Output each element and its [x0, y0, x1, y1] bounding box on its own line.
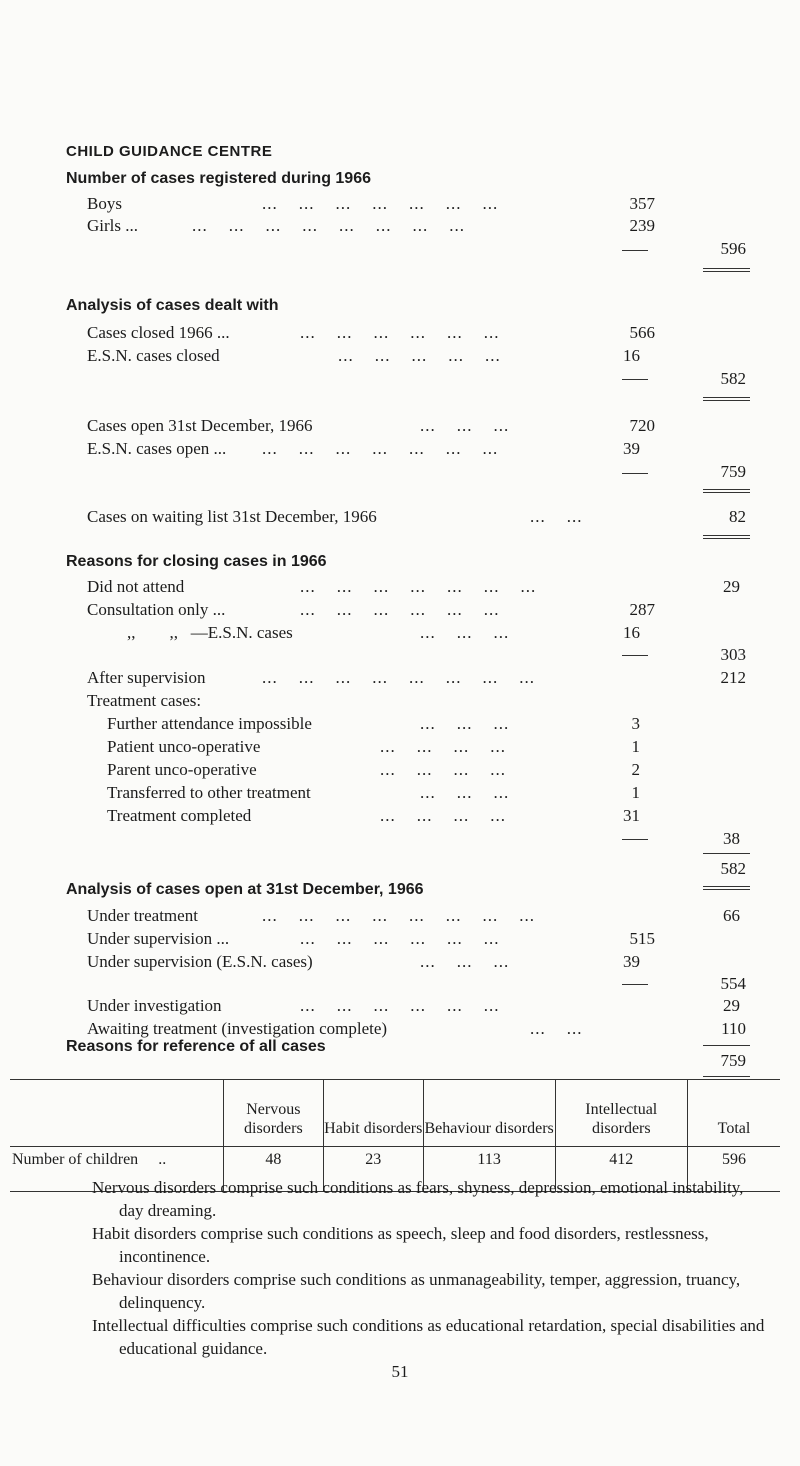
row-value: 31: [623, 806, 640, 825]
row-value: 515: [629, 929, 655, 948]
row-girls: [0, 214, 800, 238]
table-header-row: [10, 1080, 780, 1147]
column-header: Habit disorders: [323, 1080, 423, 1147]
leader-dots: ... ... ... ... ... ...: [300, 600, 500, 619]
note-habit: Habit disorders comprise such conditions as speech, sleep and food disorders, restlessness, incontinence.: [92, 1224, 709, 1266]
total-value: 759: [720, 462, 746, 481]
row-value: 39: [623, 952, 640, 971]
note-behaviour: Behaviour disorders comprise such conditions as unmanageability, temper, aggression, truancy, delinquency.: [92, 1270, 741, 1312]
row-under-treatment: [0, 904, 800, 928]
row-supervision-total: [0, 972, 800, 996]
leader-dots: ... ... ...: [420, 416, 510, 435]
rule-double: [703, 489, 750, 493]
row-total-open: [0, 460, 800, 484]
row-label: Cases closed 1966 ...: [87, 323, 230, 342]
row-header-label: Number of children: [12, 1151, 139, 1168]
row-total-registered: [0, 237, 800, 261]
row-value: 212: [720, 668, 746, 687]
row-value: 2: [631, 760, 640, 779]
row-value: 66: [723, 906, 740, 925]
row-label: ,, ,, —E.S.N. cases: [127, 623, 293, 642]
row-waiting-list: [0, 505, 800, 529]
row-label: Boys: [87, 194, 122, 213]
rule-double: [703, 268, 750, 272]
row-value: 1: [631, 783, 640, 802]
column-header: Nervous disorders: [223, 1080, 323, 1147]
row-value: 82: [729, 507, 746, 526]
row-header-dots: ..: [158, 1151, 167, 1168]
row-total-dealt: [0, 367, 800, 391]
table-cell: 412: [555, 1147, 687, 1192]
rule-double: [703, 535, 750, 539]
row-label: Patient unco-operative: [107, 737, 261, 756]
row-label: E.S.N. cases closed: [87, 346, 220, 365]
row-value: 1: [631, 737, 640, 756]
total-value: 554: [720, 974, 746, 993]
row-treatment-label: [0, 689, 800, 713]
leader-dots: ... ... ... ...: [380, 760, 506, 779]
leader-dots: ... ... ... ... ... ...: [300, 929, 500, 948]
leader-dots: ... ... ...: [420, 714, 510, 733]
row-under-investigation: [0, 994, 800, 1018]
row-treatment-total: [0, 827, 800, 851]
row-label: Parent unco-operative: [107, 760, 257, 779]
row-cases-closed: [0, 321, 800, 345]
total-value: 582: [720, 369, 746, 388]
row-label: Treatment cases:: [87, 691, 202, 710]
row-value: 3: [631, 714, 640, 733]
table-cell: 48: [223, 1147, 323, 1192]
row-value: 29: [723, 577, 740, 596]
row-consultation-esn: [0, 621, 800, 645]
row-label: After supervision: [87, 668, 206, 687]
leader-dots: ... ... ... ... ... ... ... ...: [192, 216, 465, 235]
page-number: 51: [391, 1362, 409, 1381]
table-cell: 23: [323, 1147, 423, 1192]
row-value: 357: [629, 194, 655, 213]
row-after-supervision: [0, 666, 800, 690]
rule-single: [703, 1045, 750, 1046]
row-consultation-total: [0, 643, 800, 667]
row-label: Transferred to other treatment: [107, 783, 311, 802]
row-label: Cases open 31st December, 1966: [87, 416, 313, 435]
row-value: 16: [623, 346, 640, 365]
leader-dots: ... ... ... ... ...: [338, 346, 501, 365]
row-value: 39: [623, 439, 640, 458]
heading-open: Analysis of cases open at 31st December, 1966: [66, 881, 424, 898]
row-boys: [0, 192, 800, 216]
leader-dots: ... ... ... ... ... ... ... ...: [262, 906, 535, 925]
note-nervous: Nervous disorders comprise such conditions as fears, shyness, depression, emotional instability, day dreaming.: [92, 1178, 744, 1220]
total-value: 582: [720, 859, 746, 878]
row-label: Cases on waiting list 31st December, 1966: [87, 507, 377, 526]
total-value: 759: [720, 1051, 746, 1070]
row-label: Under treatment: [87, 906, 198, 925]
leader-dots: ... ...: [530, 507, 583, 526]
leader-dots: ... ... ...: [420, 952, 510, 971]
leader-dots: ... ... ... ... ... ... ... ...: [262, 668, 535, 687]
row-label: Girls ...: [87, 216, 138, 235]
rule-double: [703, 886, 750, 890]
row-label: Did not attend: [87, 577, 185, 596]
note-intellectual: Intellectual difficulties comprise such conditions as educational retardation, special disabilities and educational guidance.: [92, 1316, 765, 1358]
row-label: E.S.N. cases open ...: [87, 439, 227, 458]
row-label: Awaiting treatment (investigation complete): [87, 1019, 388, 1038]
row-consultation: [0, 598, 800, 622]
heading-registered: Number of cases registered during 1966: [66, 170, 371, 187]
page-title: CHILD GUIDANCE CENTRE: [66, 143, 273, 160]
row-cases-open: [0, 414, 800, 438]
row-value: 239: [629, 216, 655, 235]
table-cell: 113: [423, 1147, 555, 1192]
total-value: 38: [723, 829, 740, 848]
row-label: Under supervision (E.S.N. cases): [87, 952, 313, 971]
rule-single: [703, 853, 750, 854]
leader-dots: ... ...: [530, 1019, 583, 1038]
row-label: Treatment completed: [107, 806, 252, 825]
row-value: 566: [629, 323, 655, 342]
leader-dots: ... ... ... ... ... ... ...: [300, 577, 537, 596]
row-value: 110: [721, 1019, 746, 1038]
notes: [92, 1176, 772, 1360]
column-header: Intellectual disorders: [555, 1080, 687, 1147]
column-header: Total: [687, 1080, 780, 1147]
heading-closing: Reasons for closing cases in 1966: [66, 553, 327, 570]
row-closing-total: [0, 857, 800, 881]
row-value: 287: [629, 600, 655, 619]
leader-dots: ... ... ... ... ... ... ...: [262, 439, 499, 458]
heading-dealt: Analysis of cases dealt with: [66, 297, 279, 314]
leader-dots: ... ... ... ...: [380, 806, 506, 825]
row-treatment-item: [0, 781, 800, 805]
row-esn-open: [0, 437, 800, 461]
leader-dots: ... ... ... ...: [380, 737, 506, 756]
row-treatment-item: [0, 804, 800, 828]
row-esn-closed: [0, 344, 800, 368]
leader-dots: ... ... ... ... ... ...: [300, 996, 500, 1015]
heading-reference: Reasons for reference of all cases: [66, 1038, 326, 1055]
row-label: Under investigation: [87, 996, 222, 1015]
row-treatment-item: [0, 758, 800, 782]
total-value: 596: [720, 239, 746, 258]
row-value: 29: [723, 996, 740, 1015]
row-value: 16: [623, 623, 640, 642]
table-header-blank: [10, 1080, 223, 1147]
column-header: Behaviour disorders: [423, 1080, 555, 1147]
row-treatment-item: [0, 712, 800, 736]
row-label: Further attendance impossible: [107, 714, 312, 733]
row-under-supervision-esn: [0, 950, 800, 974]
row-label: Consultation only ...: [87, 600, 226, 619]
row-under-supervision: [0, 927, 800, 951]
row-did-not-attend: [0, 575, 800, 599]
leader-dots: ... ... ... ... ... ...: [300, 323, 500, 342]
total-value: 303: [720, 645, 746, 664]
leader-dots: ... ... ... ... ... ... ...: [262, 194, 499, 213]
table-cell: 596: [687, 1147, 780, 1192]
leader-dots: ... ... ...: [420, 623, 510, 642]
leader-dots: ... ... ...: [420, 783, 510, 802]
row-value: 720: [629, 416, 655, 435]
rule-double: [703, 397, 750, 401]
row-label: Under supervision ...: [87, 929, 230, 948]
row-treatment-item: [0, 735, 800, 759]
